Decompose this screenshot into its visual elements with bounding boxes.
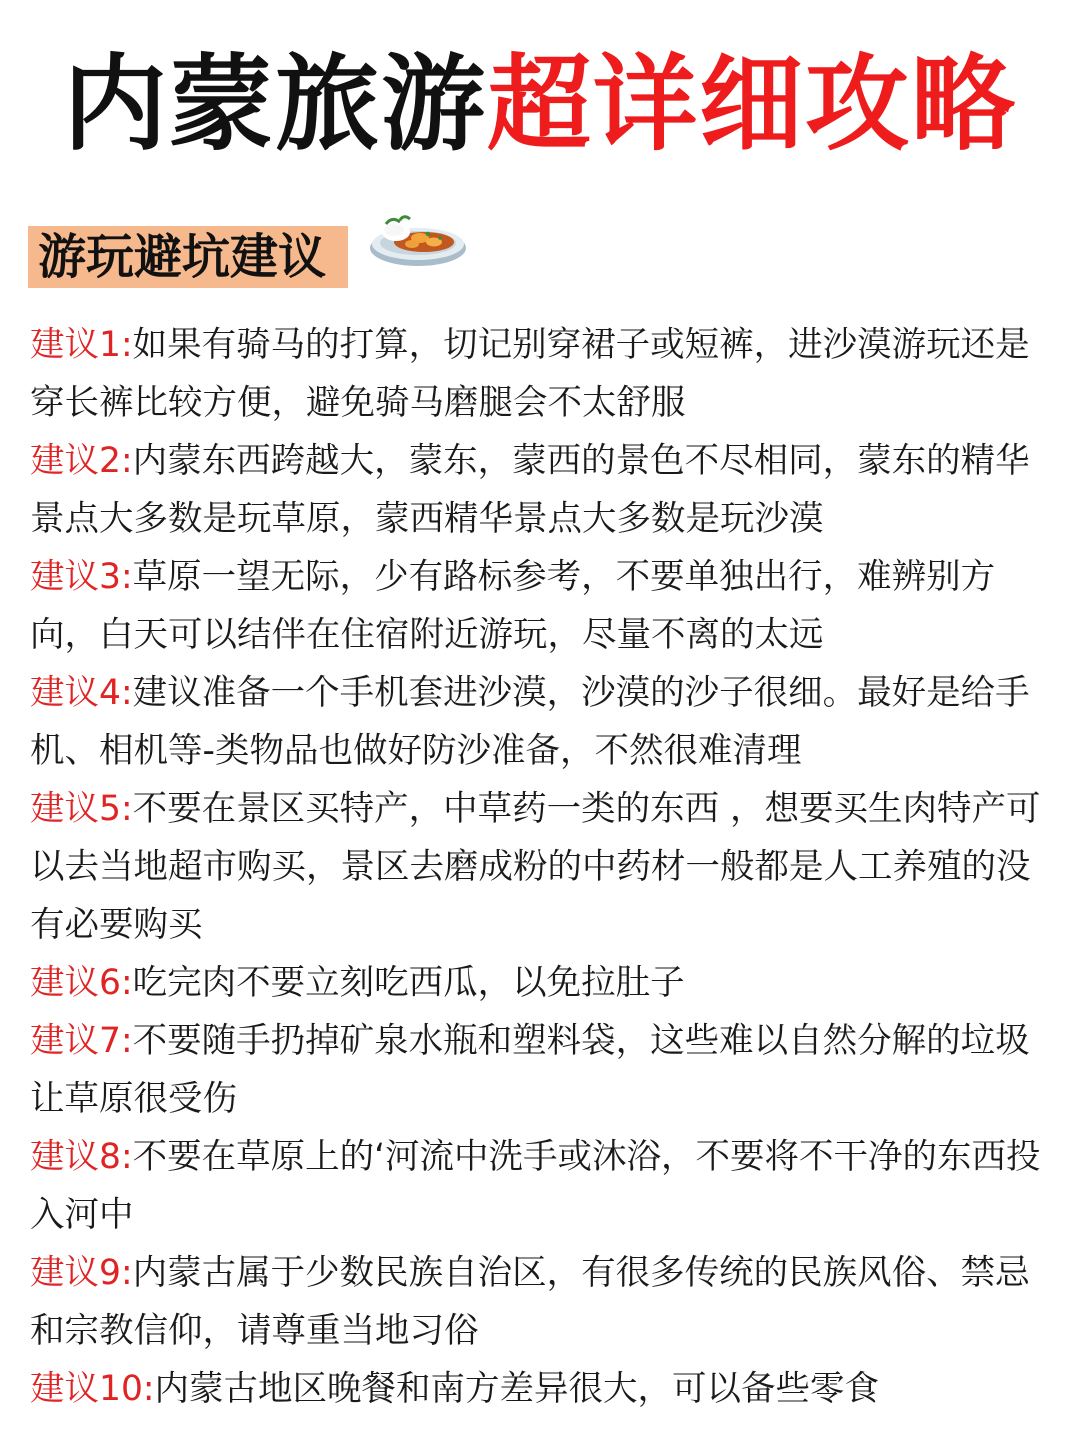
section-label: 游玩避坑建议 bbox=[28, 226, 348, 288]
tip-label: 建议2: bbox=[30, 441, 133, 481]
section-header bbox=[28, 226, 470, 288]
tip-item bbox=[30, 548, 1050, 664]
tip-label: 建议7: bbox=[30, 1021, 133, 1061]
tip-text: 内蒙东西跨越大，蒙东，蒙西的景色不尽相同，蒙东的精华景点大多数是玩草原，蒙西精华景点大多数是玩沙漠 bbox=[30, 441, 1030, 539]
tip-item bbox=[30, 1128, 1050, 1244]
tip-item bbox=[30, 780, 1050, 954]
tip-label: 建议5: bbox=[30, 789, 133, 829]
tip-text: 建议准备一个手机套进沙漠，沙漠的沙子很细。最好是给手机、相机等-类物品也做好防沙准备，不然很难清理 bbox=[30, 673, 1030, 771]
tip-item bbox=[30, 1360, 1050, 1418]
tip-label: 建议10: bbox=[30, 1369, 155, 1409]
tip-text: 内蒙古属于少数民族自治区，有很多传统的民族风俗、禁忌和宗教信仰，请尊重当地习俗 bbox=[30, 1253, 1030, 1351]
tip-item bbox=[30, 954, 1050, 1012]
title-black-part: 内蒙旅游 bbox=[62, 43, 487, 165]
tip-label: 建议9: bbox=[30, 1253, 133, 1293]
tip-item bbox=[30, 432, 1050, 548]
tip-text: 内蒙古地区晚餐和南方差异很大，可以备些零食 bbox=[154, 1369, 880, 1409]
tip-text: 不要在草原上的‘河流中洗手或沐浴，不要将不干净的东西投入河中 bbox=[30, 1137, 1041, 1235]
tip-label: 建议4: bbox=[30, 673, 133, 713]
curry-dish-icon bbox=[366, 204, 470, 270]
tip-text: 如果有骑马的打算，切记别穿裙子或短裤，进沙漠游玩还是穿长裤比较方便，避免骑马磨腿会不太舒服 bbox=[30, 325, 1030, 423]
page-title bbox=[0, 44, 1080, 164]
tip-label: 建议1: bbox=[30, 325, 133, 365]
tips-list bbox=[30, 316, 1050, 1418]
tip-text: 吃完肉不要立刻吃西瓜，以免拉肚子 bbox=[132, 963, 685, 1003]
tip-label: 建议8: bbox=[30, 1137, 133, 1177]
title-red-part: 超详细攻略 bbox=[487, 43, 1018, 165]
tip-item bbox=[30, 1244, 1050, 1360]
tip-label: 建议3: bbox=[30, 557, 133, 597]
tip-item bbox=[30, 1012, 1050, 1128]
tip-label: 建议6: bbox=[30, 963, 133, 1003]
tip-text: 不要随手扔掉矿泉水瓶和塑料袋，这些难以自然分解的垃圾让草原很受伤 bbox=[30, 1021, 1030, 1119]
tip-item bbox=[30, 316, 1050, 432]
tip-text: 不要在景区买特产，中草药一类的东西 ，想要买生肉特产可以去当地超市购买，景区去磨成粉的中药材一般都是人工养殖的没有必要购买 bbox=[30, 789, 1041, 945]
tip-item bbox=[30, 664, 1050, 780]
tip-text: 草原一望无际，少有路标参考，不要单独出行，难辨别方向，白天可以结伴在住宿附近游玩，尽量不离的太远 bbox=[30, 557, 996, 655]
